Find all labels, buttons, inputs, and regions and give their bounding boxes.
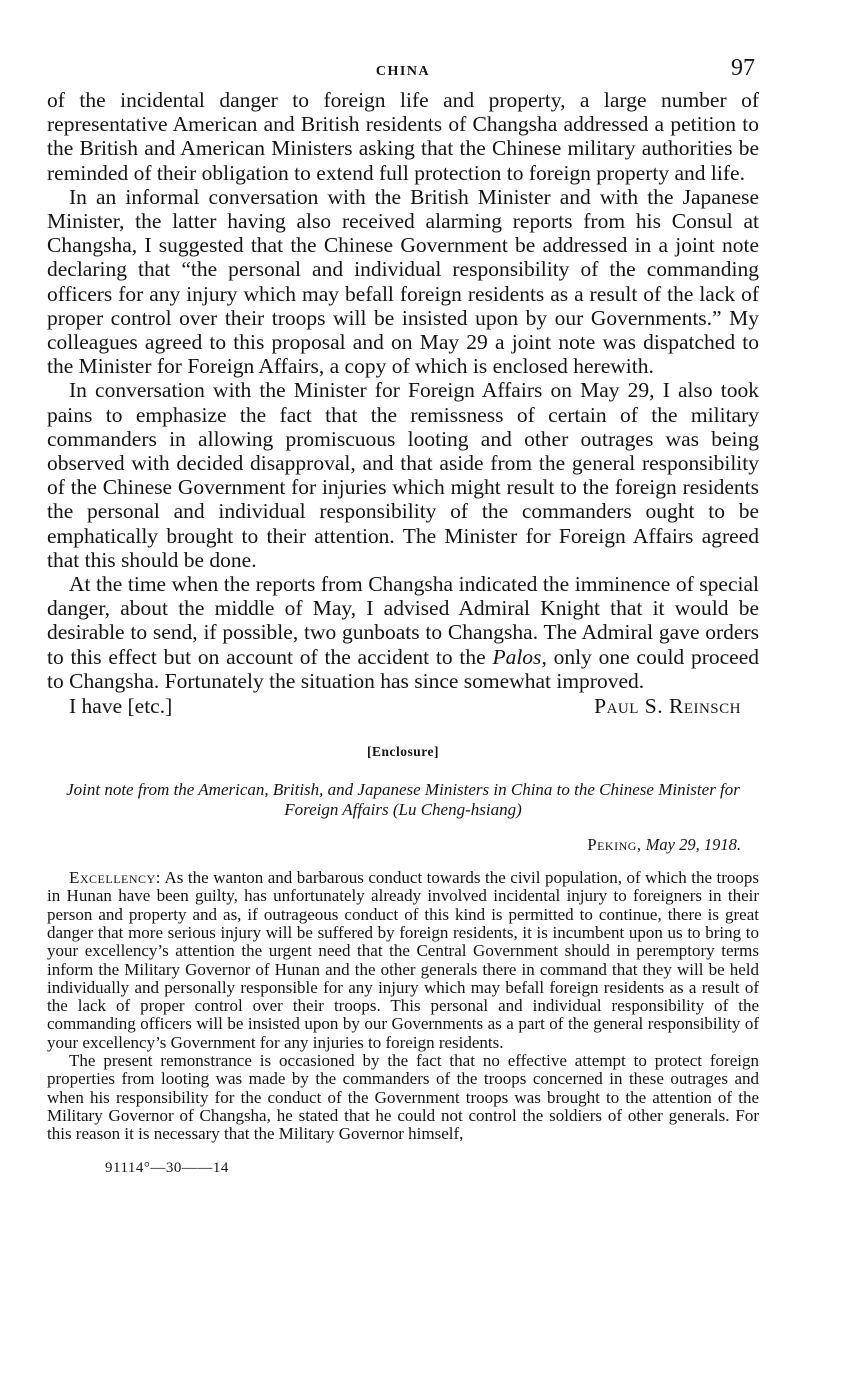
document-page xyxy=(47,52,759,1177)
note-paragraph-1 xyxy=(47,869,759,1052)
running-head: CHINA xyxy=(375,64,431,79)
dateline xyxy=(47,835,759,855)
note-paragraph-2: The present remonstrance is occasioned by the fact that no effective attempt to protect foreign properties from looting was made by the commanders of the troops concerned in these outrages and when his responsibility for the conduct of the Government troops was brought to the attention of the Military Governor of Changsha, he stated that he could not control the soldiers of other generals. For this reason it is necessary that the Military Governor himself, xyxy=(47,1051,759,1144)
letter-paragraph-2: In an informal conversation with the British Minister and with the Japanese Minister, the latter having also received alarming reports from his Consul at Changsha, I suggested that the Chinese Government be addressed in a joint note declaring that “the personal and individual responsibility of the commanding officers for any injury which may befall foreign residents as a result of the lack of proper control over their troops will be insisted upon by our Governments.” My colleagues agreed to this proposal and on May 29 a joint note was dispatched to the Minister for Foreign Affairs, a copy of which is enclosed herewith. xyxy=(47,184,759,379)
enclosure-title xyxy=(47,780,759,820)
footer-code: 91114°—30——14 xyxy=(105,1159,229,1176)
enclosure-title-name: (Lu Cheng-hsiang) xyxy=(392,800,522,820)
page-number: 97 xyxy=(731,55,755,81)
signature: Paul S. Reinsch xyxy=(594,694,741,719)
letter-paragraph-3: In conversation with the Minister for Foreign Affairs on May 29, I also took pains to emphasize the fact that the remissness of certain of the military commanders in allowing promiscuous looting and other outrages was being observed with decided disapproval, and that aside from the general responsibility of the Chinese Government for injuries which might result to the foreign residents the personal and individual responsibility of the commanders ought to be emphatically brought to their attention. The Minister for Foreign Affairs agreed that this should be done. xyxy=(47,378,759,572)
paragraph-text-after: , only one could proceed to Changsha. Fortunately the situation has since somewhat improved. xyxy=(47,644,759,693)
closing: I have [etc.] xyxy=(69,694,173,719)
ship-name: Palos xyxy=(492,644,542,669)
enclosure-title-main: Joint note from the American, British, and Japanese Ministers in China to the Chinese Minister for Foreign Affairs xyxy=(66,780,740,820)
closing-row xyxy=(47,694,759,718)
letter-paragraph-4 xyxy=(47,572,759,693)
salutation: Excellency: xyxy=(69,868,161,888)
note-paragraph-1-text: As the wanton and barbarous conduct towards the civil population, of which the troops in Hunan have been guilty, has unfortunately already involved incidental injury to foreigners in their person and property and as, if outrageous conduct of this kind is permitted to continue, there is great danger that more serious injury will be suffered by foreign residents, it is incumbent upon us to bring to your excellency’s attention the urgent need that the Central Government should in peremptory terms inform the Military Governor of Hunan and the other generals there in command that they will be held individually and personally responsible for any injury which may befall foreign residents as a result of the lack of proper control over their troops. This personal and individual responsibility of the commanding officers will be insisted upon by our Governments as a part of the general responsibility of your excellency’s Government for any injuries to foreign residents. xyxy=(47,868,760,1052)
enclosure-label: [Enclosure] xyxy=(367,744,439,760)
paragraph-text-before: At the time when the reports from Changsha indicated the imminence of special danger, about the middle of May, I advised Admiral Knight that it would be desirable to send, if possible, two gunboats to Changsha. The Admiral gave orders to this effect but on account of the accident to the xyxy=(47,572,759,669)
page-header xyxy=(47,52,759,88)
dateline-place: Peking, xyxy=(587,835,642,855)
dateline-date: May 29, 1918. xyxy=(645,835,741,855)
letter-paragraph-1: of the incidental danger to foreign life and property, a large number of representative American and British residents of Changsha addressed a petition to the British and American Ministers asking that the Chinese military authorities be reminded of their obligation to extend full protection to foreign property and life. xyxy=(47,88,759,185)
